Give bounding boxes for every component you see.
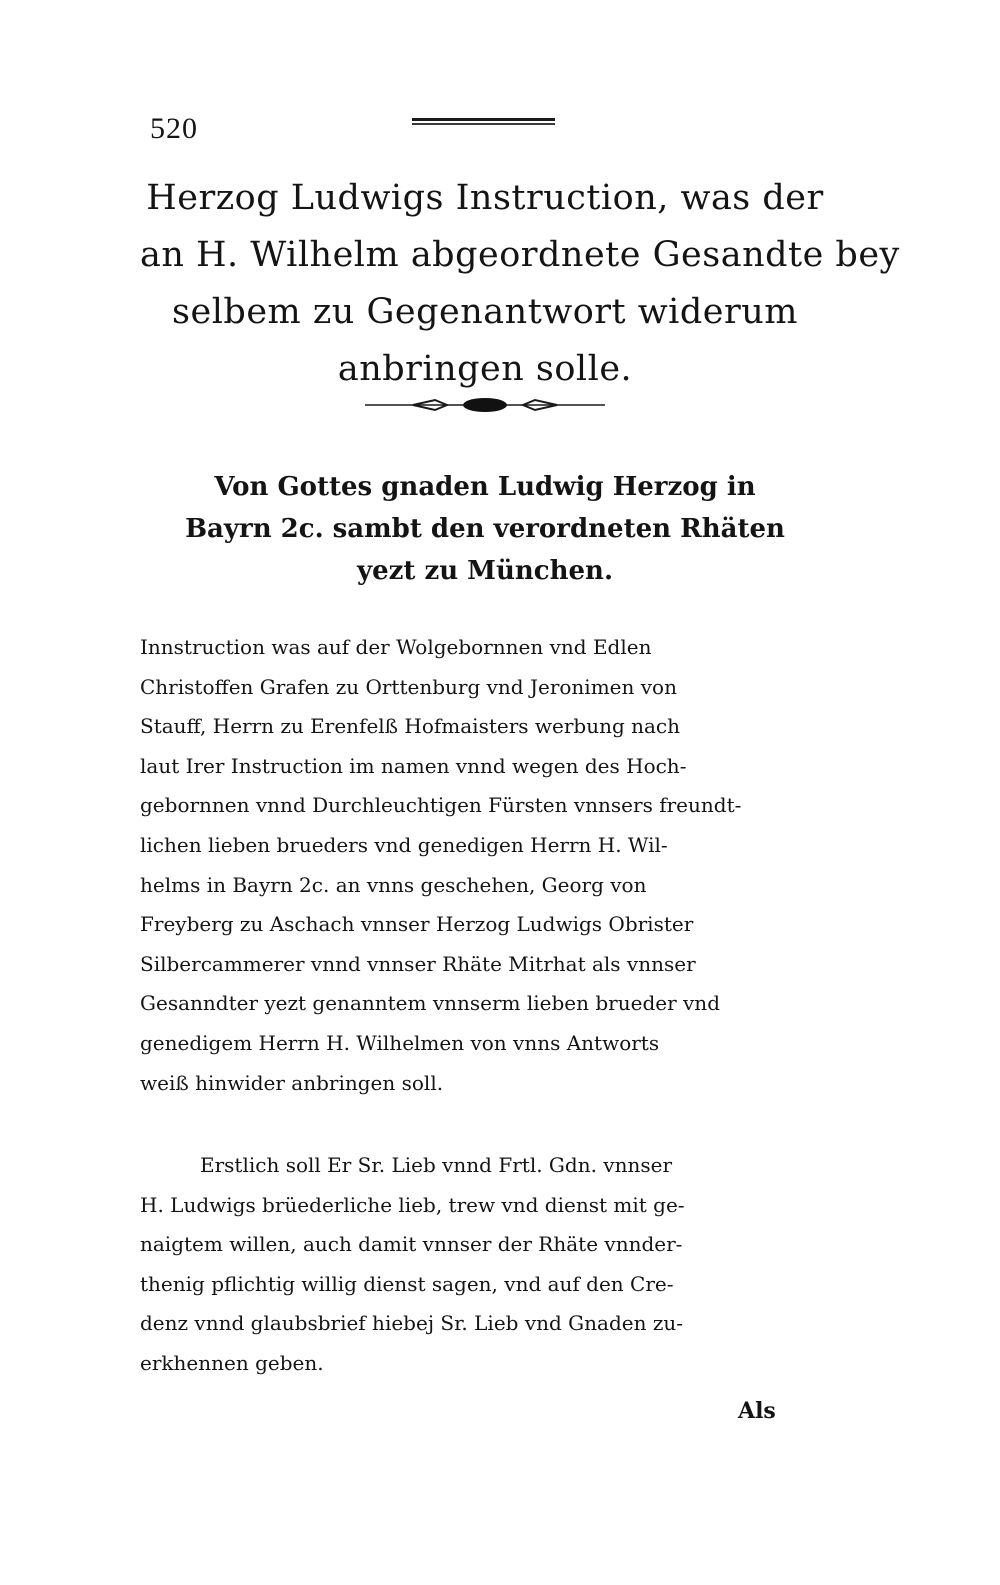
paragraph-erstlich [140, 1146, 830, 1384]
text-line: Freyberg zu Aschach vnnser Herzog Ludwigs Obrister [140, 912, 694, 937]
main-title [140, 170, 900, 398]
subheading-line: Von Gottes gnaden Ludwig Herzog in [214, 472, 756, 502]
text-line: thenig pflichtig willig dienst sagen, vnd auf den Cre- [140, 1271, 674, 1296]
text-line: Erstlich soll Er Sr. Lieb vnnd Frtl. Gdn. vnnser [200, 1153, 673, 1177]
title-line: selbem zu Gegenantwort widerum [172, 292, 798, 332]
text-line: helms in Bayrn 2c. an vnns geschehen, Georg von [140, 872, 647, 897]
text-line: Christoffen Grafen zu Orttenburg vnd Jeronimen von [140, 674, 677, 699]
text-line: weiß hinwider anbringen soll. [140, 1070, 444, 1095]
text-line: erkhennen geben. [140, 1350, 324, 1375]
text-line: naigtem willen, auch damit vnnser der Rhäte vnnder- [140, 1232, 683, 1257]
ornamental-divider [365, 395, 605, 415]
text-line: lichen lieben brueders vnd genedigen Herrn H. Wil- [140, 832, 668, 857]
catchword: Als [738, 1398, 776, 1424]
text-line: Stauff, Herrn zu Erenfelß Hofmaisters werbung nach [140, 714, 681, 739]
text-line: genedigem Herrn H. Wilhelmen von vnns Antworts [140, 1030, 660, 1055]
text-line: gebornnen vnnd Durchleuchtigen Fürsten vnnsers freundt- [140, 793, 742, 818]
text-line: Gesanndter yezt genanntem vnnserm lieben brueder vnd [140, 991, 720, 1016]
title-line: Herzog Ludwigs Instruction, was der [146, 178, 824, 218]
subheading-line: Bayrn 2c. sambt den verordneten Rhäten [185, 514, 785, 544]
text-line: Silbercammerer vnnd vnnser Rhäte Mitrhat als vnnser [140, 951, 696, 976]
text-line: denz vnnd glaubsbrief hiebej Sr. Lieb vnd Gnaden zu- [140, 1311, 683, 1336]
paragraph-instruction [140, 628, 830, 1103]
subheading-line: yezt zu München. [356, 556, 613, 586]
title-line: an H. Wilhelm abgeordnete Gesandte bey [140, 235, 900, 275]
text-line: laut Irer Instruction im namen vnnd wegen des Hoch- [140, 753, 687, 778]
text-line: Innstruction was auf der Wolgebornnen vnd Edlen [140, 635, 652, 659]
title-line: anbringen solle. [337, 349, 633, 389]
sub-heading [140, 466, 830, 592]
page-number: 520 [150, 112, 198, 145]
header-rule [412, 118, 555, 126]
text-line: H. Ludwigs brüederliche lieb, trew vnd dienst mit ge- [140, 1192, 685, 1217]
